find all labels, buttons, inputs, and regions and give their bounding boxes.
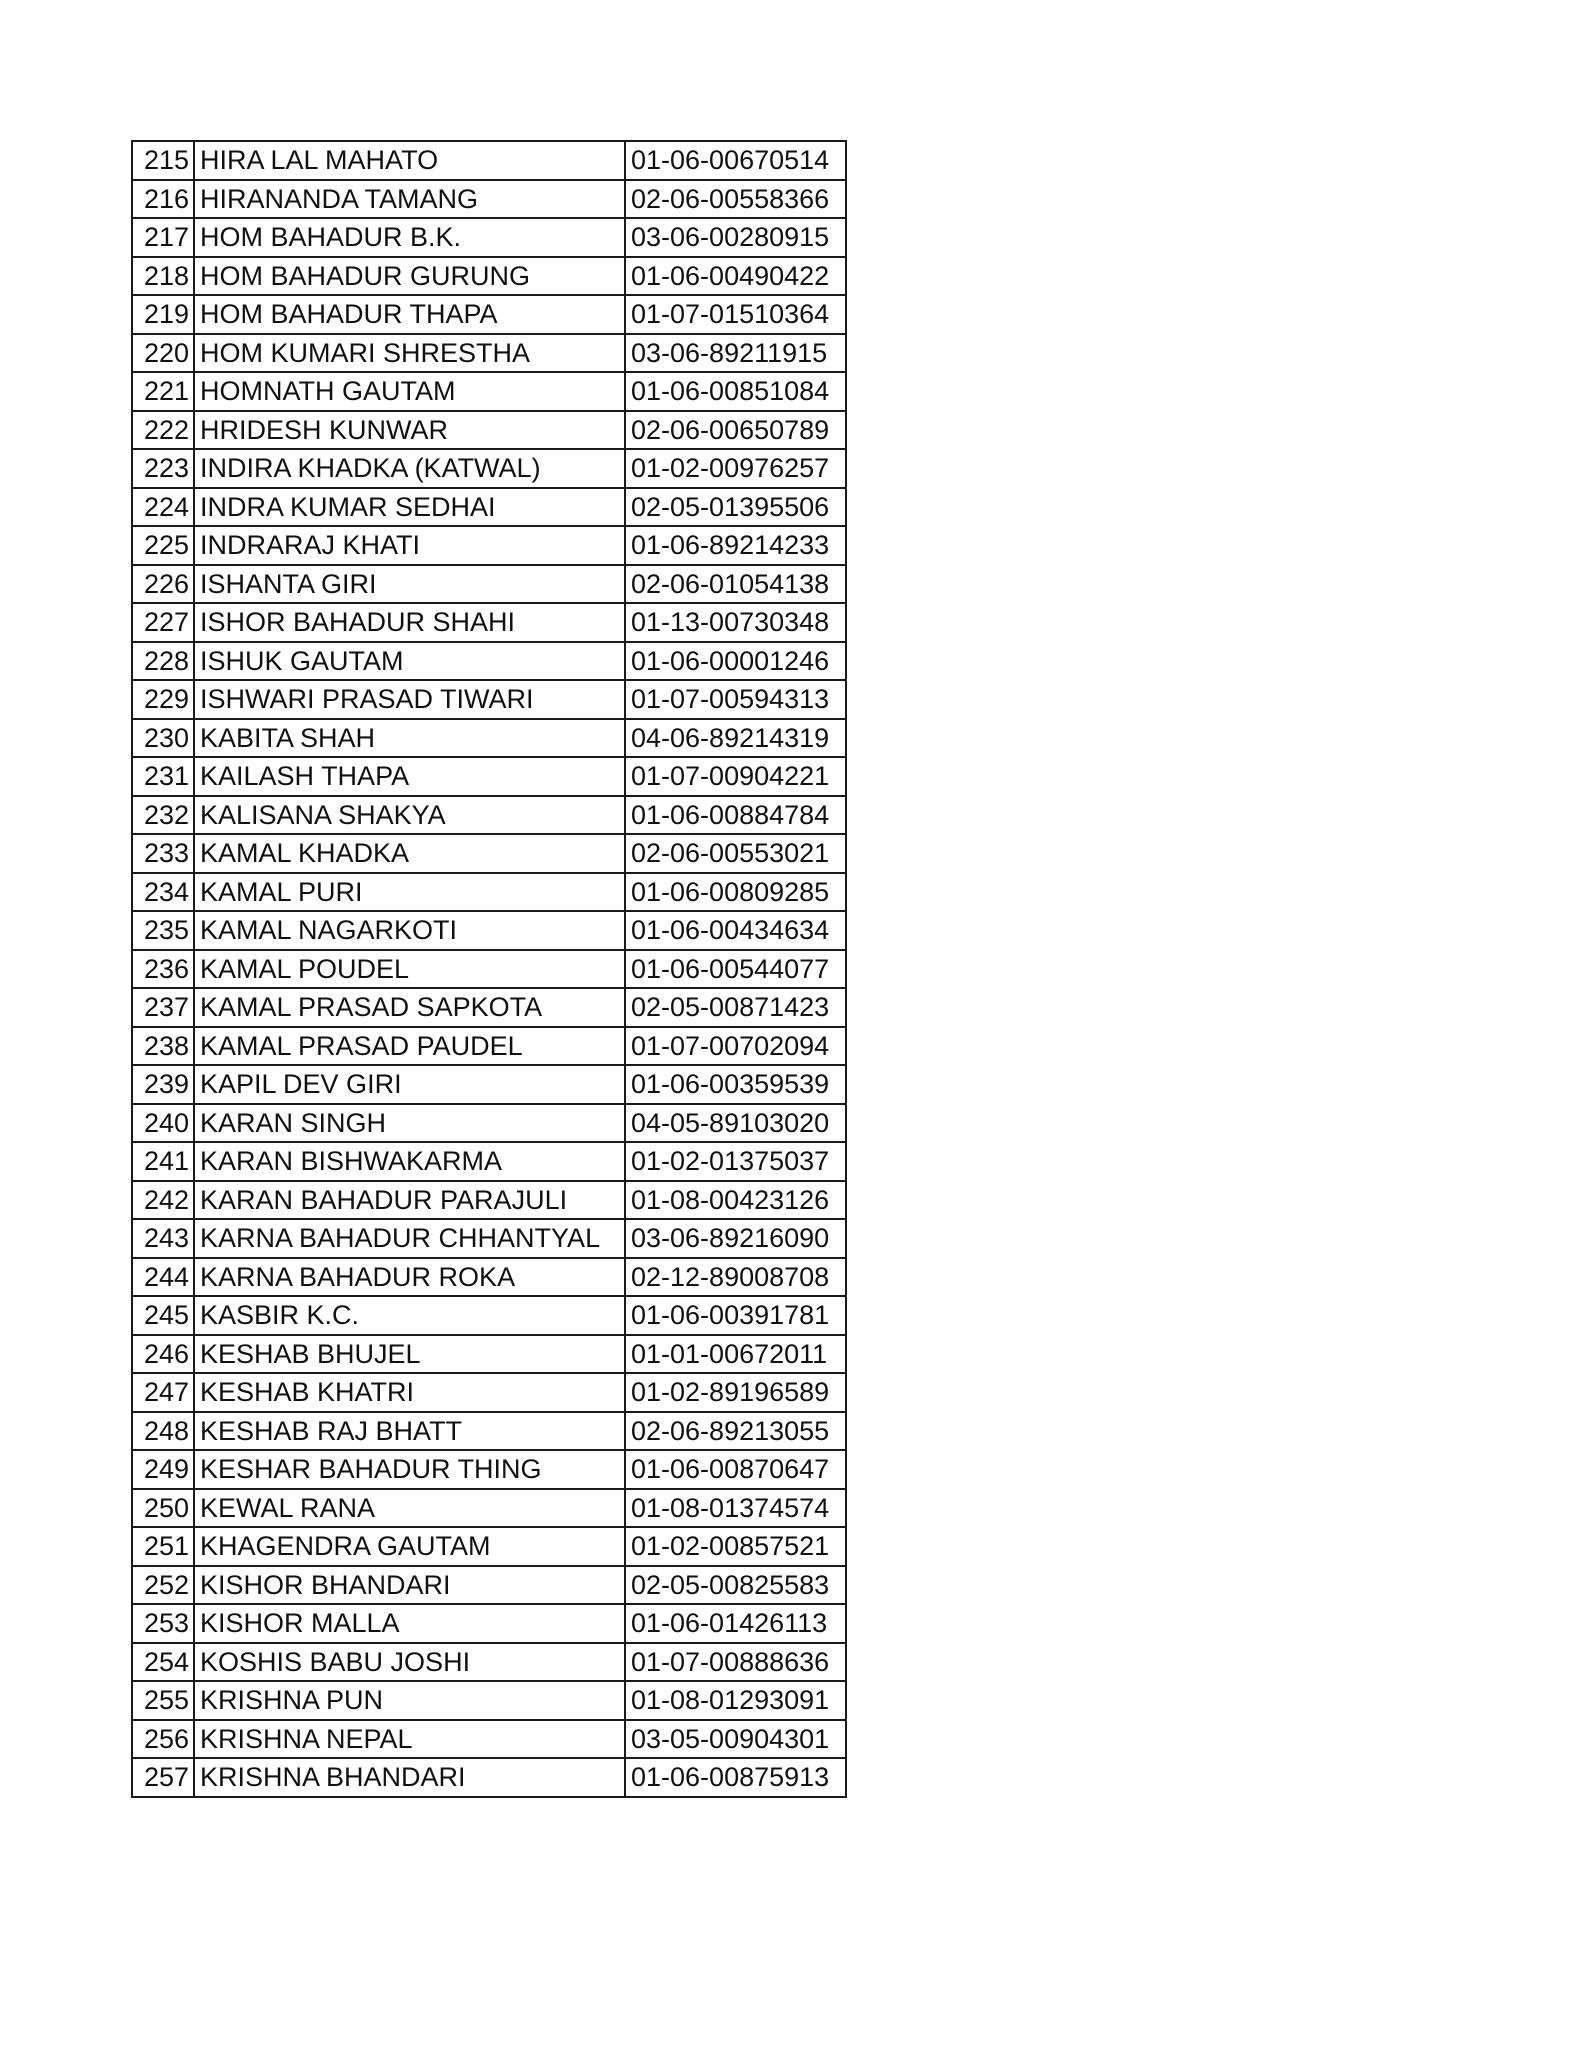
member-name-cell: HOM BAHADUR B.K. [194,218,625,257]
member-name-cell: HOM BAHADUR GURUNG [194,257,625,296]
member-code-cell: 01-06-00670514 [625,141,846,180]
member-name-cell: KESHAR BAHADUR THING [194,1450,625,1489]
member-name-cell: KASBIR K.C. [194,1296,625,1335]
member-name-cell: ISHOR BAHADUR SHAHI [194,603,625,642]
member-code-cell: 02-06-00650789 [625,411,846,450]
serial-number-cell: 226 [132,565,194,604]
member-name-cell: KARAN BISHWAKARMA [194,1142,625,1181]
member-code-cell: 01-06-89214233 [625,526,846,565]
member-code-cell: 01-06-00544077 [625,950,846,989]
serial-number-cell: 215 [132,141,194,180]
member-name-cell: KISHOR BHANDARI [194,1566,625,1605]
member-code-cell: 02-05-01395506 [625,488,846,527]
member-code-cell: 03-06-89216090 [625,1219,846,1258]
serial-number-cell: 255 [132,1681,194,1720]
serial-number-cell: 243 [132,1219,194,1258]
member-code-cell: 01-06-00875913 [625,1758,846,1797]
table-row [132,180,846,219]
member-code-cell: 01-08-01293091 [625,1681,846,1720]
member-code-cell: 02-05-00871423 [625,988,846,1027]
table-row [132,1065,846,1104]
member-name-cell: KARAN SINGH [194,1104,625,1143]
member-code-cell: 01-02-01375037 [625,1142,846,1181]
member-code-cell: 01-07-01510364 [625,295,846,334]
member-code-cell: 01-01-00672011 [625,1335,846,1374]
table-row [132,1566,846,1605]
table-row [132,334,846,373]
member-name-cell: KABITA SHAH [194,719,625,758]
table-row [132,1258,846,1297]
member-code-cell: 03-05-00904301 [625,1720,846,1759]
serial-number-cell: 249 [132,1450,194,1489]
member-name-cell: KESHAB KHATRI [194,1373,625,1412]
serial-number-cell: 224 [132,488,194,527]
member-name-cell: HRIDESH KUNWAR [194,411,625,450]
serial-number-cell: 245 [132,1296,194,1335]
member-code-cell: 02-06-01054138 [625,565,846,604]
table-row [132,218,846,257]
table-row [132,1720,846,1759]
table-row [132,449,846,488]
table-row [132,411,846,450]
member-name-cell: ISHANTA GIRI [194,565,625,604]
member-code-cell: 01-08-01374574 [625,1489,846,1528]
table-row [132,603,846,642]
serial-number-cell: 230 [132,719,194,758]
serial-number-cell: 248 [132,1412,194,1451]
serial-number-cell: 220 [132,334,194,373]
table-row [132,757,846,796]
serial-number-cell: 251 [132,1527,194,1566]
member-name-cell: HIRA LAL MAHATO [194,141,625,180]
member-name-cell: KESHAB RAJ BHATT [194,1412,625,1451]
table-row [132,1527,846,1566]
table-row [132,488,846,527]
serial-number-cell: 240 [132,1104,194,1143]
member-code-cell: 01-06-00851084 [625,372,846,411]
serial-number-cell: 221 [132,372,194,411]
serial-number-cell: 234 [132,873,194,912]
serial-number-cell: 216 [132,180,194,219]
table-row [132,1104,846,1143]
member-name-cell: INDIRA KHADKA (KATWAL) [194,449,625,488]
table-row [132,1450,846,1489]
serial-number-cell: 252 [132,1566,194,1605]
member-name-cell: HOMNATH GAUTAM [194,372,625,411]
member-table [131,140,847,1798]
member-name-cell: HOM KUMARI SHRESTHA [194,334,625,373]
table-row [132,1373,846,1412]
member-name-cell: KARNA BAHADUR CHHANTYAL [194,1219,625,1258]
serial-number-cell: 236 [132,950,194,989]
serial-number-cell: 242 [132,1181,194,1220]
member-name-cell: ISHWARI PRASAD TIWARI [194,680,625,719]
member-name-cell: KAPIL DEV GIRI [194,1065,625,1104]
member-code-cell: 04-06-89214319 [625,719,846,758]
member-code-cell: 01-13-00730348 [625,603,846,642]
member-name-cell: HIRANANDA TAMANG [194,180,625,219]
table-row [132,295,846,334]
member-code-cell: 02-06-00553021 [625,834,846,873]
serial-number-cell: 219 [132,295,194,334]
table-row [132,950,846,989]
serial-number-cell: 229 [132,680,194,719]
member-code-cell: 01-02-00976257 [625,449,846,488]
member-code-cell: 03-06-89211915 [625,334,846,373]
member-name-cell: KARNA BAHADUR ROKA [194,1258,625,1297]
member-name-cell: KAMAL PRASAD PAUDEL [194,1027,625,1066]
member-code-cell: 01-06-00359539 [625,1065,846,1104]
table-row [132,1758,846,1797]
table-row [132,1027,846,1066]
member-code-cell: 02-06-00558366 [625,180,846,219]
table-row [132,1181,846,1220]
table-row [132,796,846,835]
table-row [132,565,846,604]
serial-number-cell: 246 [132,1335,194,1374]
member-code-cell: 02-12-89008708 [625,1258,846,1297]
member-code-cell: 01-06-00870647 [625,1450,846,1489]
serial-number-cell: 244 [132,1258,194,1297]
table-row [132,719,846,758]
table-row [132,526,846,565]
table-row [132,988,846,1027]
table-row [132,257,846,296]
member-name-cell: KEWAL RANA [194,1489,625,1528]
table-row [132,1219,846,1258]
member-name-cell: HOM BAHADUR THAPA [194,295,625,334]
member-code-cell: 01-02-00857521 [625,1527,846,1566]
table-row [132,1296,846,1335]
member-name-cell: KALISANA SHAKYA [194,796,625,835]
table-row [132,680,846,719]
serial-number-cell: 222 [132,411,194,450]
serial-number-cell: 239 [132,1065,194,1104]
member-name-cell: KARAN BAHADUR PARAJULI [194,1181,625,1220]
member-name-cell: KAMAL POUDEL [194,950,625,989]
serial-number-cell: 227 [132,603,194,642]
serial-number-cell: 225 [132,526,194,565]
member-code-cell: 02-05-00825583 [625,1566,846,1605]
member-code-cell: 02-06-89213055 [625,1412,846,1451]
member-table-body [132,141,846,1797]
serial-number-cell: 217 [132,218,194,257]
member-name-cell: INDRARAJ KHATI [194,526,625,565]
serial-number-cell: 223 [132,449,194,488]
member-name-cell: KAMAL PURI [194,873,625,912]
member-name-cell: KAMAL PRASAD SAPKOTA [194,988,625,1027]
member-code-cell: 01-06-00001246 [625,642,846,681]
member-code-cell: 01-07-00904221 [625,757,846,796]
member-code-cell: 01-06-00490422 [625,257,846,296]
serial-number-cell: 235 [132,911,194,950]
table-row [132,1142,846,1181]
table-row [132,642,846,681]
member-name-cell: KRISHNA PUN [194,1681,625,1720]
member-code-cell: 01-07-00594313 [625,680,846,719]
member-code-cell: 01-08-00423126 [625,1181,846,1220]
member-name-cell: KAILASH THAPA [194,757,625,796]
member-name-cell: KAMAL NAGARKOTI [194,911,625,950]
member-code-cell: 01-06-01426113 [625,1604,846,1643]
member-name-cell: KRISHNA NEPAL [194,1720,625,1759]
serial-number-cell: 247 [132,1373,194,1412]
member-code-cell: 04-05-89103020 [625,1104,846,1143]
serial-number-cell: 237 [132,988,194,1027]
table-row [132,873,846,912]
member-code-cell: 01-06-00391781 [625,1296,846,1335]
serial-number-cell: 218 [132,257,194,296]
table-row [132,834,846,873]
serial-number-cell: 257 [132,1758,194,1797]
serial-number-cell: 253 [132,1604,194,1643]
table-row [132,1681,846,1720]
member-code-cell: 01-06-00884784 [625,796,846,835]
table-row [132,1489,846,1528]
serial-number-cell: 241 [132,1142,194,1181]
table-row [132,911,846,950]
member-name-cell: ISHUK GAUTAM [194,642,625,681]
member-code-cell: 01-06-00809285 [625,873,846,912]
table-row [132,1335,846,1374]
member-name-cell: KOSHIS BABU JOSHI [194,1643,625,1682]
member-name-cell: KISHOR MALLA [194,1604,625,1643]
serial-number-cell: 256 [132,1720,194,1759]
member-code-cell: 01-07-00888636 [625,1643,846,1682]
member-code-cell: 01-07-00702094 [625,1027,846,1066]
serial-number-cell: 254 [132,1643,194,1682]
table-row [132,372,846,411]
table-row [132,1412,846,1451]
serial-number-cell: 233 [132,834,194,873]
member-code-cell: 03-06-00280915 [625,218,846,257]
table-row [132,1643,846,1682]
table-row [132,1604,846,1643]
member-name-cell: KRISHNA BHANDARI [194,1758,625,1797]
member-code-cell: 01-06-00434634 [625,911,846,950]
serial-number-cell: 232 [132,796,194,835]
serial-number-cell: 231 [132,757,194,796]
serial-number-cell: 228 [132,642,194,681]
serial-number-cell: 238 [132,1027,194,1066]
serial-number-cell: 250 [132,1489,194,1528]
member-name-cell: KAMAL KHADKA [194,834,625,873]
member-code-cell: 01-02-89196589 [625,1373,846,1412]
table-row [132,141,846,180]
member-name-cell: KHAGENDRA GAUTAM [194,1527,625,1566]
member-name-cell: KESHAB BHUJEL [194,1335,625,1374]
member-name-cell: INDRA KUMAR SEDHAI [194,488,625,527]
